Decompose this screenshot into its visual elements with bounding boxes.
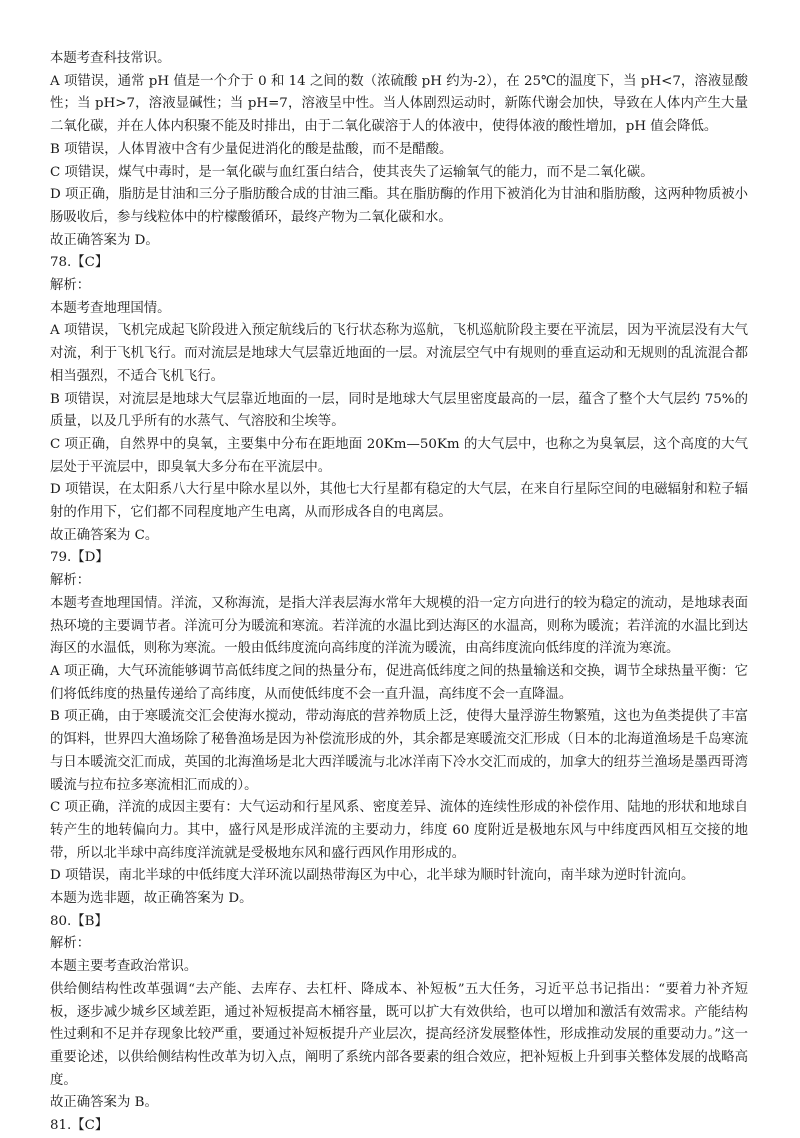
- text-line: D 项错误，在太阳系八大行星中除水星以外，其他七大行星都有稳定的大气层，在来自行星际空间的电磁辐射和粒子辐射的作用下，它们都不同程度地产生电离，从而形成各自的电离层。: [50, 482, 748, 521]
- question-number-78: 78.【C】: [50, 255, 109, 271]
- analysis-label: 解析：: [50, 936, 91, 952]
- text-line: D 项正确，脂肪是甘油和三分子脂肪酸合成的甘油三酯。其在脂肪酶的作用下被消化为甘油和脂肪酸，这两种物质被小肠吸收后，参与线粒体中的柠檬酸循环，最终产物为二氧化碳和水。: [50, 187, 748, 225]
- question-number-79: 79.【D】: [50, 550, 109, 566]
- text-line: A 项错误，通常 pH 值是一个介于 0 和 14 之间的数（浓硫酸 pH 约为-2），在 25℃的温度下，当 pH<7，溶液显酸性；当 pH>7，溶液显碱性；当 pH=7，溶液呈中性。当人体剧烈运动时，新陈代谢会加快，导致在人体内产生大量二氧化碳，并在人体内积聚不能及时排出，由于二氧化碳溶于人的体液中，使得体液的酸性增加，pH 值会降低。: [50, 73, 748, 135]
- question-number-80: 80.【B】: [50, 913, 108, 929]
- answer-line: 故正确答案为 D。: [50, 232, 159, 248]
- text-line: B 项错误，对流层是地球大气层靠近地面的一层，同时是地球大气层里密度最高的一层，蕴含了整个大气层约 75%的质量，以及几乎所有的水蒸气、气溶胶和尘埃等。: [50, 391, 748, 430]
- text-line: 本题考查科技常识。: [50, 51, 171, 66]
- answer-line: 故正确答案为 C。: [50, 527, 159, 543]
- text-line: C 项错误，煤气中毒时，是一氧化碳与血红蛋白结合，使其丧失了运输氧气的能力，而不是二氧化碳。: [50, 164, 654, 180]
- text-line: 本题主要考查政治常识。: [50, 959, 198, 975]
- answer-line: 本题为选非题，故正确答案为 D。: [50, 891, 253, 907]
- analysis-label: 解析：: [50, 278, 91, 294]
- text-line: A 项正确，大气环流能够调节高低纬度之间的热量分布，促进高低纬度之间的热量输送和交换，调节全球热量平衡：它们将低纬度的热量传递给了高纬度，从而使低纬度不会一直升温，高纬度不会一直降温。: [50, 663, 748, 702]
- text-line: A 项错误，飞机完成起飞阶段进入预定航线后的飞行状态称为巡航，飞机巡航阶段主要在平流层，因为平流层没有大气对流，利于飞机飞行。而对流层是地球大气层靠近地面的一层。对流层空气中有规则的垂直运动和无规则的乱流混合都相当强烈，不适合飞机飞行。: [50, 323, 748, 384]
- question-number-81: 81.【C】: [50, 1118, 109, 1134]
- text-line: 本题考查地理国情。洋流，又称海流，是指大洋表层海水常年大规模的沿一定方向进行的较为稳定的流动，是地球表面热环境的主要调节者。洋流可分为暖流和寒流。若洋流的水温比到达海区的水温高，则称为暖流；若洋流的水温比到达海区的水温低，则称为寒流。一般由低纬度流向高纬度的洋流为暖流，由高纬度流向低纬度的洋流为寒流。: [50, 595, 748, 657]
- text-line: B 项正确，由于寒暖流交汇会使海水搅动，带动海底的营养物质上泛，使得大量浮游生物繁殖，这也为鱼类提供了丰富的饵料，世界四大渔场除了秘鲁渔场是因为补偿流形成的外，其余都是寒暖流交汇形成（日本的北海道渔场是千岛寒流与日本暖流交汇而成，英国的北海渔场是北大西洋暖流与北冰洋南下冷水交汇而成的，加拿大的纽芬兰渔场是墨西哥湾暖流与拉布拉多寒流相汇而成的）。: [50, 709, 748, 793]
- text-line: C 项正确，自然界中的臭氧，主要集中分布在距地面 20Km—50Km 的大气层中，也称之为臭氧层，这个高度的大气层处于平流层中，即臭氧大多分布在平流层中。: [50, 436, 748, 475]
- answer-line: 故正确答案为 B。: [50, 1095, 158, 1111]
- text-line: D 项错误，南北半球的中低纬度大洋环流以副热带海区为中心，北半球为顺时针流向，南半球为逆时针流向。: [50, 868, 695, 884]
- analysis-label: 解析：: [50, 573, 91, 589]
- text-line: 供给侧结构性改革强调“去产能、去库存、去杠杆、降成本、补短板”五大任务，习近平总书记指出：“要着力补齐短板，逐步减少城乡区域差距，通过补短板提高木桶容量，既可以扩大有效供给，也可以增加和激活有效需求。产能结构性过剩和不足并存现象比较严重，要通过补短板提升产业层次，提高经济发展整体性，形成推动发展的重要动力。”这一重要论述，以供给侧结构性改革为切入点，阐明了系统内部各要素的组合效应，把补短板上升到事关整体发展的战略高度。: [50, 981, 748, 1088]
- text-line: B 项错误，人体胃液中含有少量促进消化的酸是盐酸，而不是醋酸。: [50, 141, 453, 157]
- text-line: C 项正确，洋流的成因主要有：大气运动和行星风系、密度差异、流体的连续性形成的补偿作用、陆地的形状和地球自转产生的地转偏向力。其中，盛行风是形成洋流的主要动力，纬度 60 度附近是极地东风与中纬度西风相互交接的地带，所以北半球中高纬度洋流就是受极地东风和盛行西风作用形成的。: [50, 800, 748, 861]
- text-line: 本题考查地理国情。: [50, 300, 171, 316]
